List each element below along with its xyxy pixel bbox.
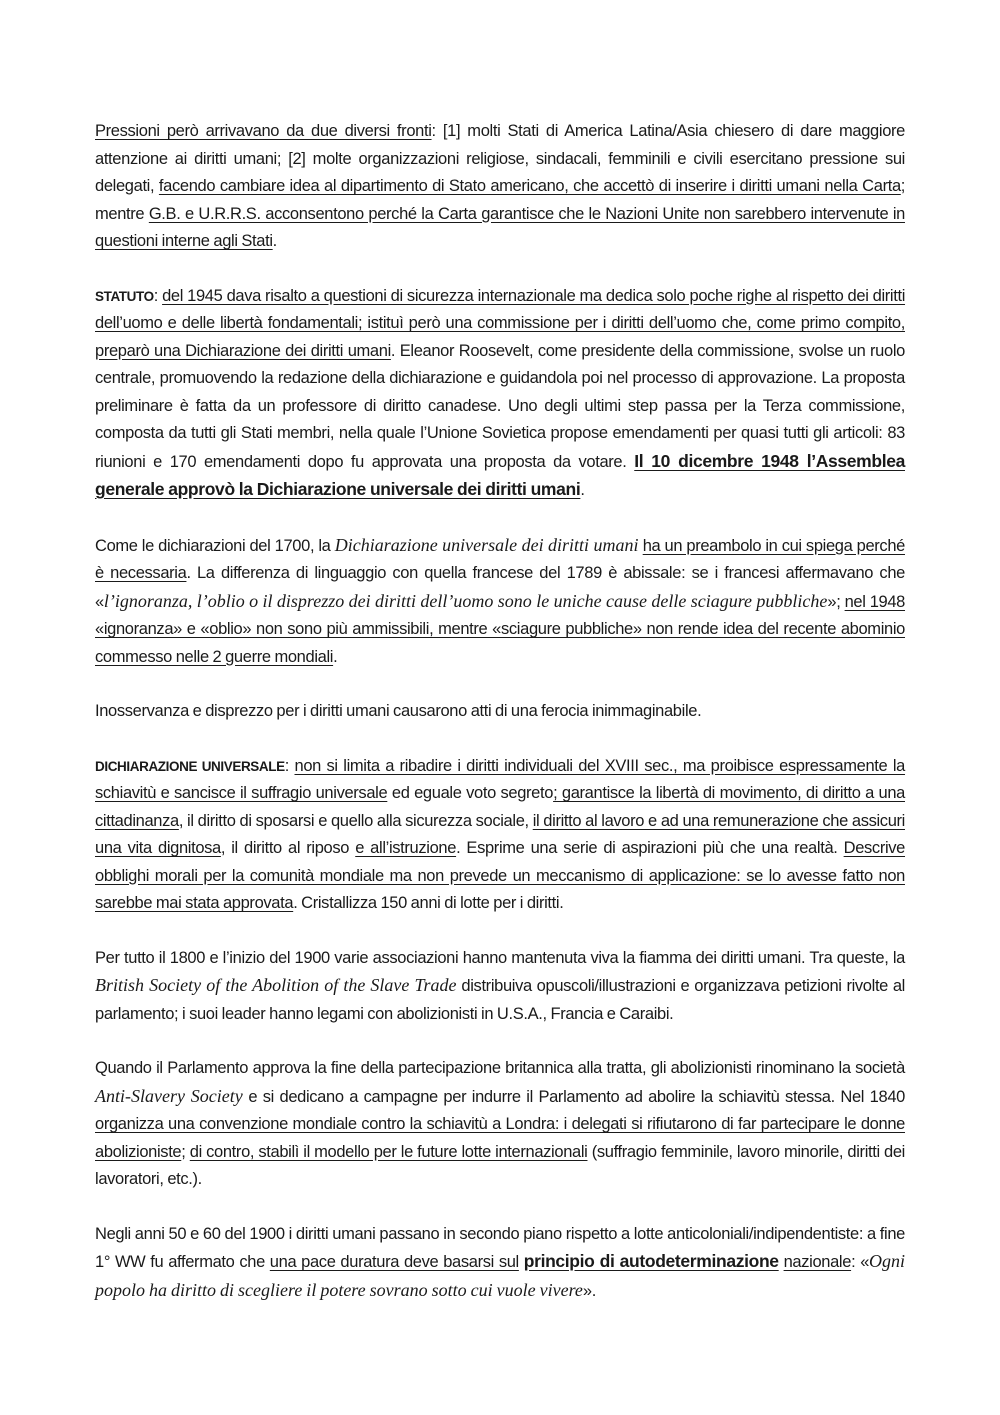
text: Quando il Parlamento approva la fine della partecipazione britannica alla tratta, gli abolizionisti rinominano la società: [95, 1059, 905, 1077]
underlined-text: di contro, stabilì il modello per le future lotte internazionali: [189, 1142, 588, 1161]
underlined-text: e all’istruzione: [355, 839, 457, 857]
paragraph-inosservanza: [95, 698, 905, 726]
section-heading-statuto: STATUTO: [95, 288, 154, 304]
paragraph-parlamento: [95, 1055, 905, 1194]
italic-society-name: British Society of the Abolition of the Slave Trade: [95, 975, 457, 995]
text: ».: [582, 1281, 596, 1300]
text: . Eleanor Roosevelt, come presidente della commissione, svolse un ruolo centrale, promuovendo la redazione della dichiarazione e guidandola poi nel processo di approvazione. La proposta preliminare è fatta da un professore di diritto canadese. Uno degli ultimi step passa per la Terza commissione, composta da tutti gli Stati membri, nella quale l’Unione Sovietica propose emendamenti per quasi tutti gli articoli: 83 riunioni e 170 emendamenti dopo fu approvata una proposta da votare.: [95, 341, 905, 471]
paragraph-preambolo: [95, 532, 905, 672]
italic-society-name: Anti-Slavery Society: [95, 1085, 243, 1106]
underlined-text: G.B. e U.R.R.S. acconsentono perché la Carta garantisce che le Nazioni Unite non sarebbero intervenute in questioni interne agli Stati: [95, 204, 905, 250]
text: .: [333, 647, 338, 666]
text: Come le dichiarazioni del 1700, la: [95, 536, 335, 555]
text: distribuiva opuscoli/illustrazioni e organizzava petizioni rivolte al parlamento; i suoi leader hanno legami con abolizionisti in U.S.A., Francia e Caraibi.: [95, 977, 905, 1023]
section-heading-dichiarazione: DICHIARAZIONE UNIVERSALE: [95, 758, 285, 774]
paragraph-autodeterminazione: [95, 1221, 905, 1306]
text: .: [580, 481, 585, 499]
paragraph-associazioni: [95, 945, 905, 1029]
italic-title: Dichiarazione universale dei diritti umani: [334, 534, 639, 555]
text: :: [153, 286, 163, 305]
text: : [1] molti Stati di America Latina/Asia chiesero di dare maggiore attenzione ai diritti umani; [2] molte organizzazioni religiose, sindacali, femminili e civili esercitano pressione sui delegati,: [95, 122, 905, 195]
text: Inosservanza e disprezzo per i diritti umani causarono atti di una ferocia inimmaginabile.: [95, 702, 702, 720]
text: e si dedicano a campagne per indurre il Parlamento ad abolire la schiavitù stessa. Nel 1840: [242, 1087, 905, 1106]
text: : «: [851, 1253, 870, 1271]
underlined-text: ; garantisce la libertà di movimento, di diritto a una cittadinanza: [95, 784, 905, 830]
underlined-text: Descrive obblighi morali per la comunità mondiale ma non prevede un meccanismo di applicazione: se lo avesse fatto non sarebbe mai stata approvata: [95, 839, 906, 912]
italic-quote: l’ignoranza, l’oblio o il disprezzo dei diritti dell’uomo sono le uniche cause delle sciagure pubbliche: [103, 590, 828, 611]
text: , il diritto al riposo: [220, 839, 356, 857]
underlined-text: ha un preambolo in cui spiega perché è necessaria: [95, 536, 905, 582]
text: :: [284, 756, 295, 775]
text: . Cristallizza 150 anni di lotte per i diritti.: [293, 894, 564, 912]
underlined-text: il diritto al lavoro e ad una remunerazione che assicuri una vita dignitosa: [95, 811, 905, 857]
text: Per tutto il 1800 e l’inizio del 1900 varie associazioni hanno mantenuta viva la fiamma dei diritti umani. Tra queste, la: [95, 948, 905, 967]
text: .: [272, 232, 277, 250]
text: ;: [181, 1142, 190, 1161]
bold-underlined-text: principio di autodeterminazione: [523, 1251, 779, 1271]
paragraph-pressioni: [95, 118, 905, 256]
underlined-text: nel 1948 «ignoranza» e «oblio» non sono più ammissibili, mentre «sciagure pubbliche» non rende idea del recente abominio commesso nelle 2 guerre mondiali: [95, 592, 906, 666]
underlined-text: del 1945 dava risalto a questioni di sicurezza internazionale ma dedica solo poche righe al rispetto dei diritti dell’uomo e delle libertà fondamentali; istituì però una commissione per i diritti dell’uomo che, come primo compito, preparò una Dichiarazione dei diritti umani: [95, 286, 906, 360]
bold-underlined-text: Il 10 dicembre 1948 l’Assemblea generale approvò la Dichiarazione universale dei diritti umani: [95, 450, 905, 499]
text: ; mentre: [95, 177, 906, 223]
underlined-text: Pressioni però arrivavano da due diversi fronti: [95, 122, 432, 140]
underlined-text: organizza una convenzione mondiale contro la schiavitù a Londra: i delegati si rifiutarono di far partecipare le donne abolizioniste: [95, 1115, 905, 1161]
text: , il diritto di sposarsi e quello alla sicurezza sociale,: [178, 811, 533, 830]
text: »;: [827, 592, 845, 611]
text: . Esprime una serie di aspirazioni più che una realtà.: [456, 839, 844, 857]
underlined-text: non si limita a ribadire i diritti individuali del XVIII sec., ma proibisce espressamente la schiavitù e sancisce il suffragio universale: [95, 756, 906, 802]
text: Negli anni 50 e 60 del 1900 i diritti umani passano in secondo piano rispetto a lotte anticoloniali/indipendentiste: a fine 1° WW fu affermato che: [95, 1224, 905, 1271]
italic-quote: Ogni popolo ha diritto di scegliere il potere sovrano sotto cui vuole vivere: [95, 1251, 906, 1300]
underlined-text: facendo cambiare idea al dipartimento di Stato americano, che accettò di inserire i diritti umani nella Carta: [158, 177, 901, 195]
paragraph-dichiarazione: [95, 753, 905, 918]
underlined-text: una pace duratura deve basarsi sul: [269, 1253, 519, 1271]
text: ed eguale voto segreto: [387, 784, 554, 802]
document-page: [95, 118, 905, 1332]
text: (suffragio femminile, lavoro minorile, diritti dei lavoratori, etc.).: [95, 1142, 905, 1188]
underlined-text: nazionale: [783, 1253, 852, 1271]
text: . La differenza di linguaggio con quella francese del 1789 è abissale: se i francesi affermavano che «: [95, 564, 905, 611]
paragraph-statuto: [95, 283, 905, 505]
